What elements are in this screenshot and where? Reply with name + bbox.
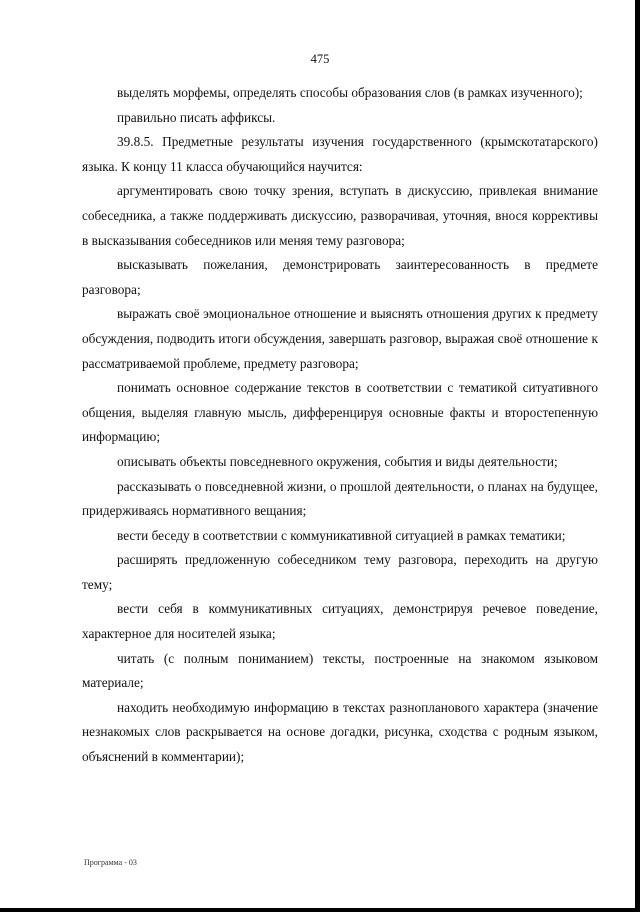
paragraph-expand-topic: расширять предложенную собеседником тему разговора, переходить на другую тему; bbox=[82, 552, 598, 592]
page-number: 475 bbox=[310, 52, 330, 66]
paragraph-find-information: находить необходимую информацию в текстах разнопланового характера (значение незнакомых слов раскрывается на основе догадки, рисунка, сходства с родным языком, объяснений в комментарии); bbox=[82, 699, 598, 765]
document-body bbox=[82, 81, 598, 770]
footer-program-label: Программа - 03 bbox=[84, 858, 137, 867]
paragraph-emotional-attitude: выражать своё эмоциональное отношение и выяснять отношения других к предмету обсуждения, подводить итоги обсуждения, завершать разговор, выражая своё отношение к рассматриваемой проблеме, предмету разговора; bbox=[82, 306, 598, 371]
paragraph-understand-texts: понимать основное содержание текстов в соответствии с тематикой ситуативного общения, выделяя главную мысль, дифференцируя основные факты и второстепенную информацию; bbox=[82, 380, 598, 445]
paragraph-conversation: вести беседу в соответствии с коммуникативной ситуацией в рамках тематики; bbox=[117, 527, 566, 543]
paragraph-morphemes: выделять морфемы, определять способы образования слов (в рамках изученного); bbox=[117, 85, 583, 100]
paragraph-wishes: высказывать пожелания, демонстрировать заинтересованность в предмете разговора; bbox=[82, 257, 598, 297]
paragraph-describe-objects: описывать объекты повседневного окружения, события и виды деятельности; bbox=[117, 453, 558, 469]
paragraph-affixes: правильно писать аффиксы. bbox=[117, 109, 276, 125]
scan-border-bottom bbox=[0, 908, 640, 912]
paragraph-tell-about-life: рассказывать о повседневной жизни, о прошлой деятельности, о планах на будущее, придерживаясь нормативного вещания; bbox=[82, 478, 598, 519]
paragraph-behaviour: вести себя в коммуникативных ситуациях, демонстрируя речевое поведение, характерное для носителей языка; bbox=[82, 601, 598, 642]
paragraph-section-heading: 39.8.5. Предметные результаты изучения государственного (крымскотатарского) языка. К концу 11 класса обучающийся научится: bbox=[82, 134, 598, 174]
scan-border-right bbox=[635, 0, 640, 912]
paragraph-read-texts: читать (с полным пониманием) тексты, построенные на знакомом языковом материале; bbox=[82, 650, 598, 691]
paragraph-argue: аргументировать свою точку зрения, вступать в дискуссию, привлекая внимание собеседника, а также поддерживать дискуссию, разворачивая, уточняя, внося коррективы в высказывания собеседников или меняя тему разговора; bbox=[82, 183, 598, 248]
